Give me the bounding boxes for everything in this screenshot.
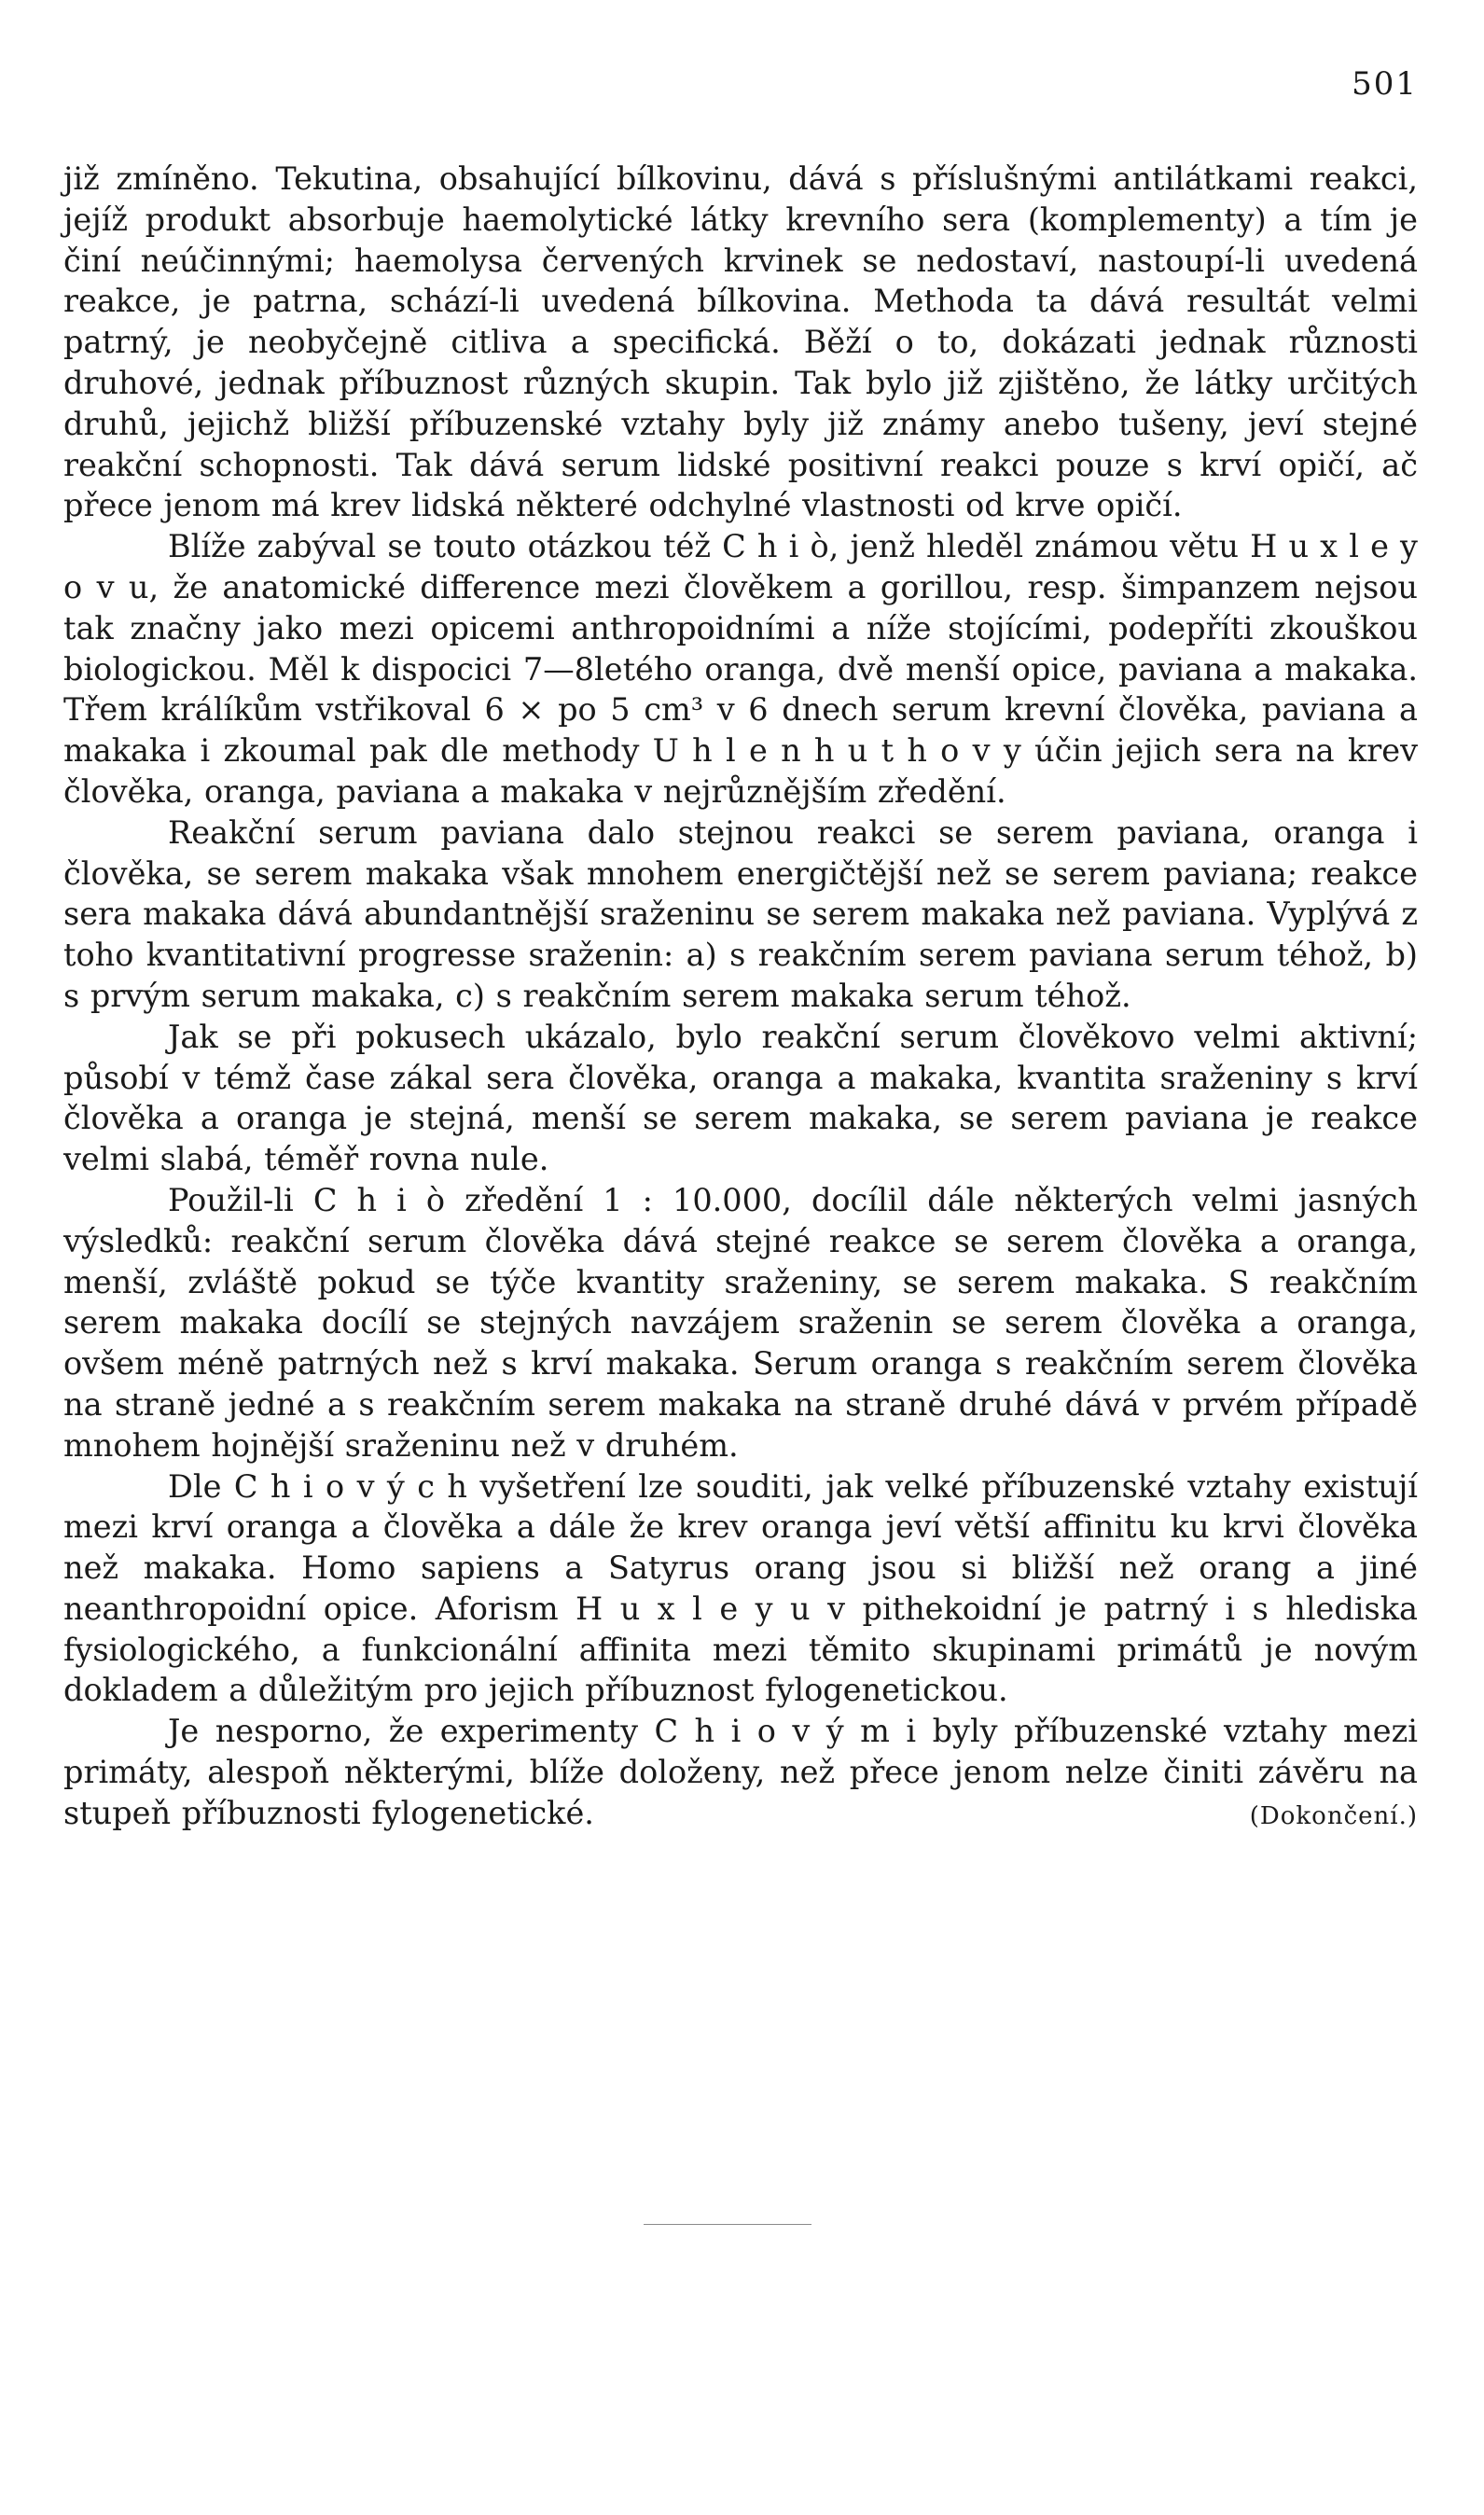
paragraph-2: Blíže zabýval se touto otázkou též C h i ò, jenž hleděl známou větu H u x l e y o v u, že anatomické difference mezi člověkem a gorillou, resp. šimpanzem nejsou tak značny jako mezi opicemi anthropoidními a níže stojícími, podepříti zkouškou biologickou. Měl k dispocici 7—8letého oranga, dvě menší opice, paviana a makaka. Třem králíkům vstřikoval 6 × po 5 cm³ v 6 dnech serum krevní člověka, paviana a makaka i zkoumal pak dle methody U h l e n h u t h o v y účin jejich sera na krev člověka, oranga, paviana a makaka v nejrůznějším zředění. bbox=[63, 528, 1418, 810]
continuation-note: (Dokončení.) bbox=[1249, 1801, 1418, 1830]
paragraph-7 bbox=[63, 1711, 1418, 1833]
paragraph-7-text: Je nesporno, že experimenty C h i o v ý m i byly příbuzenské vztahy mezi primáty, alespoň některými, blíže doloženy, než přece jenom nelze činiti závěru na stupeň příbuznosti fylogenetické. bbox=[63, 1713, 1418, 1831]
end-divider bbox=[644, 2224, 811, 2225]
paragraph-1: již zmíněno. Tekutina, obsahující bílkovinu, dává s příslušnými antilátkami reakci, jejíž produkt absorbuje haemolytické látky krevního sera (komplementy) a tím je činí neúčinnými; haemolysa červených krvinek se nedostaví, nastoupí-li uvedená reakce, je patrna, schází-li uvedená bílkovina. Methoda ta dává resultát velmi patrný, je neobyčejně citliva a specifická. Běží o to, dokázati jednak různosti druhové, jednak příbuznost různých skupin. Tak bylo již zjištěno, že látky určitých druhů, jejichž bližší příbuzenské vztahy byly již známy anebo tušeny, jeví stejné reakční schopnosti. Tak dává serum lidské positivní reakci pouze s krví opičí, ač přece jenom má krev lidská některé odchylné vlastnosti od krve opičí. bbox=[63, 160, 1418, 524]
paragraph-4: Jak se při pokusech ukázalo, bylo reakční serum člověkovo velmi aktivní; působí v témž čase zákal sera člověka, oranga a makaka, kvantita sraženiny s krví člověka a oranga je stejná, menší se serem makaka, se serem paviana je reakce velmi slabá, téměř rovna nule. bbox=[63, 1018, 1418, 1178]
body-text bbox=[63, 159, 1418, 1838]
paragraph-5: Použil-li C h i ò zředění 1 : 10.000, docílil dále některých velmi jasných výsledků: reakční serum člověka dává stejné reakce se serem člověka a oranga, menší, zvláště pokud se týče kvantity sraženiny, se serem makaka. S reakčním serem makaka docílí se stejných navzájem sraženin se serem člověka a oranga, ovšem méně patrných než s krví makaka. Serum oranga s reakčním serem člověka na straně jedné a s reakčním serem makaka na straně druhé dává v prvém případě mnohem hojnější sraženinu než v druhém. bbox=[63, 1181, 1418, 1464]
page-number: 501 bbox=[1352, 65, 1418, 103]
paragraph-3: Reakční serum paviana dalo stejnou reakci se serem paviana, oranga i člověka, se serem makaka však mnohem energičtější než se serem paviana; reakce sera makaka dává abundantnější sraženinu se serem makaka než paviana. Vyplývá z toho kvantitativní progresse sraženin: a) s reakčním serem paviana serum téhož, b) s prvým serum makaka, c) s reakčním serem makaka serum téhož. bbox=[63, 813, 1418, 1014]
paragraph-6: Dle C h i o v ý c h vyšetření lze souditi, jak velké příbuzenské vztahy existují mezi krví oranga a člověka a dále že krev oranga jeví větší affinitu ku krvi člověka než makaka. Homo sapiens a Satyrus orang jsou si bližší než orang a jiné neanthropoidní opice. Aforism H u x l e y u v pithekoidní je patrný i s hlediska fysiologického, a funkcionální affinita mezi těmito skupinami primátů je novým dokladem a důležitým pro jejich příbuznost fylogenetickou. bbox=[63, 1467, 1418, 1709]
